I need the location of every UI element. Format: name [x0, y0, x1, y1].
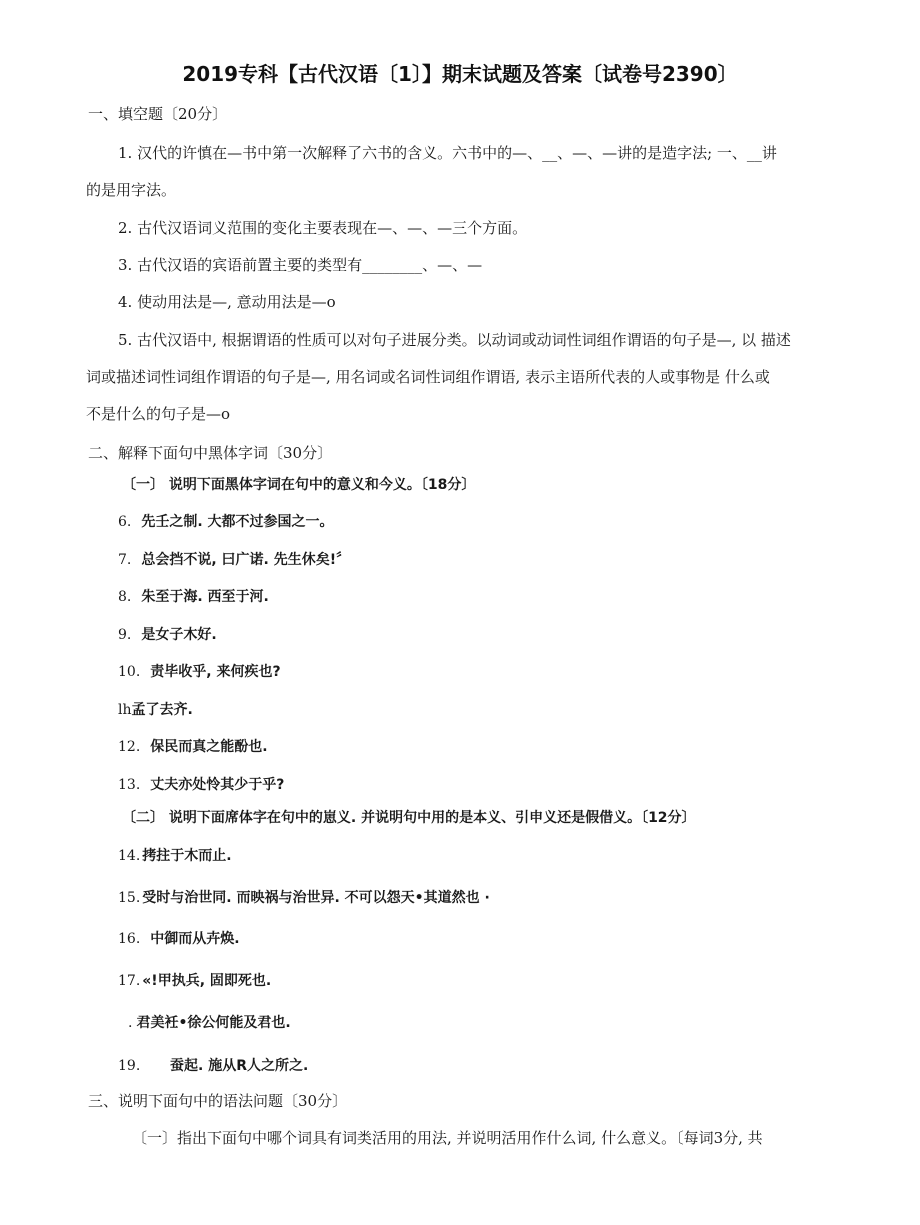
- question-item: [118, 512, 334, 532]
- question-item: [118, 625, 217, 645]
- question-number: 9.: [118, 627, 132, 643]
- question-item: [118, 929, 240, 949]
- question-number: 19.: [118, 1058, 141, 1074]
- section-2-part-1-heading: 〔一〕 说明下面黑体字词在句中的意义和今义。〔18分〕: [122, 477, 476, 493]
- question-5-line-1: 5. 古代汉语中, 根据谓语的性质可以对句子进展分类。以动词或动词性词组作谓语的句子是—, 以 描述: [118, 331, 791, 349]
- question-1-line-2: 的是用字法。: [86, 181, 177, 199]
- question-item: [118, 587, 269, 607]
- question-text: 责毕收乎, 来何疾也?: [150, 664, 281, 680]
- question-number: 12.: [118, 739, 141, 755]
- question-number: 16.: [118, 931, 141, 947]
- question-text: 中御而从卉焕.: [150, 931, 240, 947]
- question-number: 8.: [118, 589, 132, 605]
- question-item: [118, 700, 193, 720]
- section-1-heading: 一、填空题〔20分〕: [88, 105, 228, 123]
- question-item: [118, 888, 490, 908]
- question-text: «!甲执兵, 固即死也.: [142, 973, 272, 989]
- question-item: [118, 550, 350, 570]
- question-number: 6.: [118, 514, 132, 530]
- question-text: 受时与治世同. 而映祸与治世异. 不可以怨天•其道然也 ·: [142, 890, 490, 906]
- question-item: [118, 737, 268, 757]
- question-number: 7.: [118, 552, 132, 568]
- question-text: 孟了去齐.: [131, 702, 193, 718]
- section-3-part-1-heading: 〔一〕指出下面句中哪个词具有词类活用的用法, 并说明活用作什么词, 什么意义。〔每词3分, 共: [132, 1129, 763, 1147]
- question-1-line-1: 1. 汉代的许慎在—书中第一次解释了六书的含义。六书中的—、__、—、—讲的是造字法; 一、__讲: [118, 144, 777, 162]
- question-text: 丈夫亦处怜其少于乎?: [150, 777, 285, 793]
- question-4: 4. 使动用法是—, 意动用法是—o: [118, 293, 336, 311]
- question-text: 是女子木好.: [141, 627, 217, 643]
- question-5-line-3: 不是什么的句子是—o: [86, 405, 231, 423]
- question-text: 朱至于海. 西至于河.: [141, 589, 269, 605]
- question-item: [118, 846, 232, 866]
- question-text: 先壬之制. 大都不过参国之一。: [141, 514, 334, 530]
- question-number: lh: [118, 702, 132, 718]
- question-number: .: [128, 1015, 133, 1031]
- question-3: 3. 古代汉语的宾语前置主要的类型有________、—、—: [118, 256, 483, 274]
- section-3-heading: 三、说明下面句中的语法问题〔30分〕: [88, 1092, 348, 1110]
- question-text: 保民而真之能酚也.: [150, 739, 268, 755]
- question-number: 15.: [118, 890, 141, 906]
- section-2-heading: 二、解释下面句中黑体字词〔30分〕: [88, 444, 333, 462]
- question-number: 10.: [118, 664, 141, 680]
- question-item: [128, 1013, 291, 1033]
- question-text: 蚕起. 施从R人之所之.: [170, 1058, 309, 1074]
- question-5-line-2: 词或描述词性词组作谓语的句子是—, 用名词或名词性词组作谓语, 表示主语所代表的人或事物是 什么或: [86, 368, 770, 386]
- question-item: [118, 662, 281, 682]
- question-item: [118, 971, 271, 991]
- question-number: 17.: [118, 973, 141, 989]
- section-2-part-2-heading: 〔二〕 说明下面席体字在句中的崽义. 并说明句中用的是本义、引申义还是假借义。〔12分〕: [122, 810, 696, 826]
- page-title: 2019专科【古代汉语〔1〕】期末试题及答案〔试卷号2390〕: [182, 62, 738, 86]
- question-number: 13.: [118, 777, 141, 793]
- question-item: [118, 1056, 308, 1076]
- question-text: 君美衽•徐公何能及君也.: [136, 1015, 291, 1031]
- question-item: [118, 775, 284, 795]
- question-text: 拷拄于木而止.: [142, 848, 232, 864]
- question-text: 总会挡不说, 曰广诺. 先生休矣!〞: [141, 552, 351, 568]
- question-2: 2. 古代汉语词义范围的变化主要表现在—、—、—三个方面。: [118, 219, 528, 237]
- question-number: 14.: [118, 848, 141, 864]
